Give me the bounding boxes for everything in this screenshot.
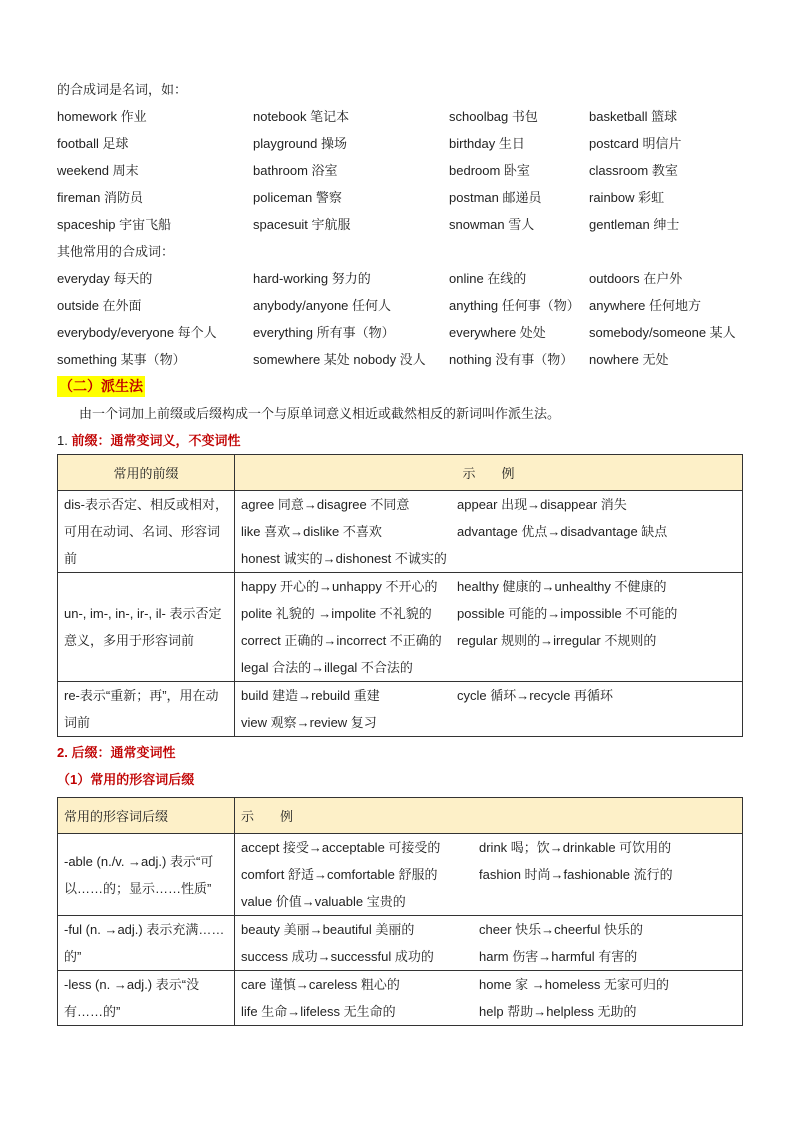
examples-cell [235,491,743,573]
example-line [241,654,736,681]
suffix-title [57,739,747,766]
word-entry: postman 邮递员 [449,190,542,205]
compound-noun-list [57,103,747,238]
examples-cell [235,916,743,971]
affix-description: re-表示“重新；再”，用在动词前 [58,682,235,737]
example-item: home 家 →homeless 无家可归的 [479,977,669,992]
example-line [241,518,736,545]
other-intro: 其他常用的合成词： [57,244,175,259]
example-item: honest 诚实的→dishonest 不诚实的 [241,551,447,566]
table-row [58,916,743,971]
affix-description: -less (n. →adj.) 表示“没有……的” [58,971,235,1026]
example-line [241,861,736,888]
table-row [58,573,743,682]
word-entry: spacesuit 宇航服 [253,217,351,232]
word-entry: rainbow 彩虹 [589,190,665,205]
word-entry: somebody/someone 某人 [589,325,736,340]
word-entry: bathroom 浴室 [253,163,338,178]
word-entry: gentleman 绅士 [589,217,680,232]
word-entry: postcard 明信片 [589,136,682,151]
word-entry: notebook 笔记本 [253,109,350,124]
derivation-intro: 由一个词加上前缀或后缀构成一个与原单词意义相近或截然相反的新词叫作派生法。 [79,406,561,421]
example-item: polite 礼貌的 →impolite 不礼貌的 [241,606,432,621]
word-entry: basketball 篮球 [589,109,678,124]
example-item: legal 合法的→illegal 不合法的 [241,660,413,675]
word-entry: anywhere 任何地方 [589,298,701,313]
word-entry: outside 在外面 [57,298,142,313]
word-entry: birthday 生日 [449,136,525,151]
word-entry: football 足球 [57,136,129,151]
document-page [57,76,747,1026]
word-entry: fireman 消防员 [57,190,143,205]
example-line [241,682,736,709]
example-item: view 观察→review 复习 [241,715,377,730]
word-row [57,211,747,238]
example-line [241,600,736,627]
word-entry: something 某事（物） [57,352,186,367]
example-item: accept 接受→acceptable 可接受的 [241,840,441,855]
example-item: fashion 时尚→fashionable 流行的 [479,867,673,882]
example-item: harm 伤害→harmful 有害的 [479,949,638,964]
example-item: agree 同意→disagree 不同意 [241,497,410,512]
word-entry: everywhere 处处 [449,325,546,340]
word-row [57,184,747,211]
word-entry: anything 任何事（物） [449,298,580,313]
prefix-table-header-right: 示 例 [235,455,743,491]
example-item: life 生命→lifeless 无生命的 [241,1004,396,1019]
noun-intro: 的合成词是名词，如： [57,82,188,97]
example-item: regular 规则的→irregular 不规则的 [457,633,657,648]
example-item: drink 喝；饮→drinkable 可饮用的 [479,840,672,855]
word-entry: spaceship 宇宙飞船 [57,217,172,232]
word-entry: outdoors 在户外 [589,271,683,286]
word-entry: online 在线的 [449,271,527,286]
example-item: healthy 健康的→unhealthy 不健康的 [457,579,667,594]
example-item: appear 出现→disappear 消失 [457,497,627,512]
example-line [241,709,736,736]
affix-description: -ful (n. →adj.) 表示充满……的” [58,916,235,971]
example-line [241,888,736,915]
word-entry: nothing 没有事（物） [449,352,574,367]
affix-description: dis-表示否定、相反或相对，可用在动词、名词、形容词前 [58,491,235,573]
adj-suffix-title: （1）常用的形容词后缀 [57,772,195,787]
prefix-title-text: 前缀：通常变词义，不变词性 [71,433,241,448]
table-row [58,491,743,573]
example-item: cheer 快乐→cheerful 快乐的 [479,922,643,937]
word-row [57,346,747,373]
adj-table-header-left: 常用的形容词后缀 [58,798,235,834]
word-entry: homework 作业 [57,109,147,124]
word-entry: everybody/everyone 每个人 [57,325,217,340]
word-entry: everything 所有事（物） [253,325,395,340]
prefix-table-header-left: 常用的前缀 [58,455,235,491]
table-row [58,971,743,1026]
word-entry: classroom 教室 [589,163,678,178]
example-item: value 价值→valuable 宝贵的 [241,894,406,909]
word-row [57,103,747,130]
word-entry: snowman 雪人 [449,217,535,232]
prefix-title-number: 1. [57,433,68,448]
example-line [241,943,736,970]
word-row [57,319,747,346]
example-item: success 成功→successful 成功的 [241,949,434,964]
affix-description: -able (n./v. →adj.) 表示“可以……的；显示……性质” [58,834,235,916]
example-item: like 喜欢→dislike 不喜欢 [241,524,382,539]
word-entry: weekend 周末 [57,163,139,178]
affix-description: un-, im-, in-, ir-, il- 表示否定意义，多用于形容词前 [58,573,235,682]
adj-suffix-table [57,797,743,1026]
example-line [241,545,736,572]
example-line [241,916,736,943]
table-row [58,682,743,737]
word-row [57,292,747,319]
word-entry: anybody/anyone 任何人 [253,298,392,313]
word-entry: hard-working 努力的 [253,271,371,286]
example-item: comfort 舒适→comfortable 舒服的 [241,867,438,882]
examples-cell [235,834,743,916]
example-line [241,491,736,518]
adj-table-header-right: 示 例 [235,798,743,834]
example-item: help 帮助→helpless 无助的 [479,1004,637,1019]
example-item: happy 开心的→unhappy 不开心的 [241,579,438,594]
word-row [57,265,747,292]
word-entry: everyday 每天的 [57,271,153,286]
example-item: possible 可能的→impossible 不可能的 [457,606,678,621]
prefix-title [57,427,747,454]
example-item: cycle 循环→recycle 再循环 [457,688,614,703]
word-entry: bedroom 卧室 [449,163,530,178]
example-item: advantage 优点→disadvantage 缺点 [457,524,668,539]
examples-cell [235,573,743,682]
example-item: care 谨慎→careless 粗心的 [241,977,400,992]
examples-cell [235,971,743,1026]
example-item: correct 正确的→incorrect 不正确的 [241,633,442,648]
example-item: beauty 美丽→beautiful 美丽的 [241,922,415,937]
word-entry: nowhere 无处 [589,352,669,367]
prefix-table [57,454,743,737]
example-line [241,971,736,998]
examples-cell [235,682,743,737]
example-line [241,627,736,654]
example-line [241,998,736,1025]
word-entry: schoolbag 书包 [449,109,538,124]
word-entry: playground 操场 [253,136,347,151]
word-row [57,157,747,184]
word-row [57,130,747,157]
word-entry: somewhere 某处 nobody 没人 [253,352,426,367]
compound-other-list [57,265,747,373]
word-entry: policeman 警察 [253,190,342,205]
suffix-title-number: 2. [57,745,68,760]
example-item: build 建造→rebuild 重建 [241,688,380,703]
example-line [241,573,736,600]
example-line [241,834,736,861]
suffix-title-text: 后缀：通常变词性 [71,745,176,760]
table-row [58,834,743,916]
derivation-heading: （二）派生法 [57,376,145,397]
